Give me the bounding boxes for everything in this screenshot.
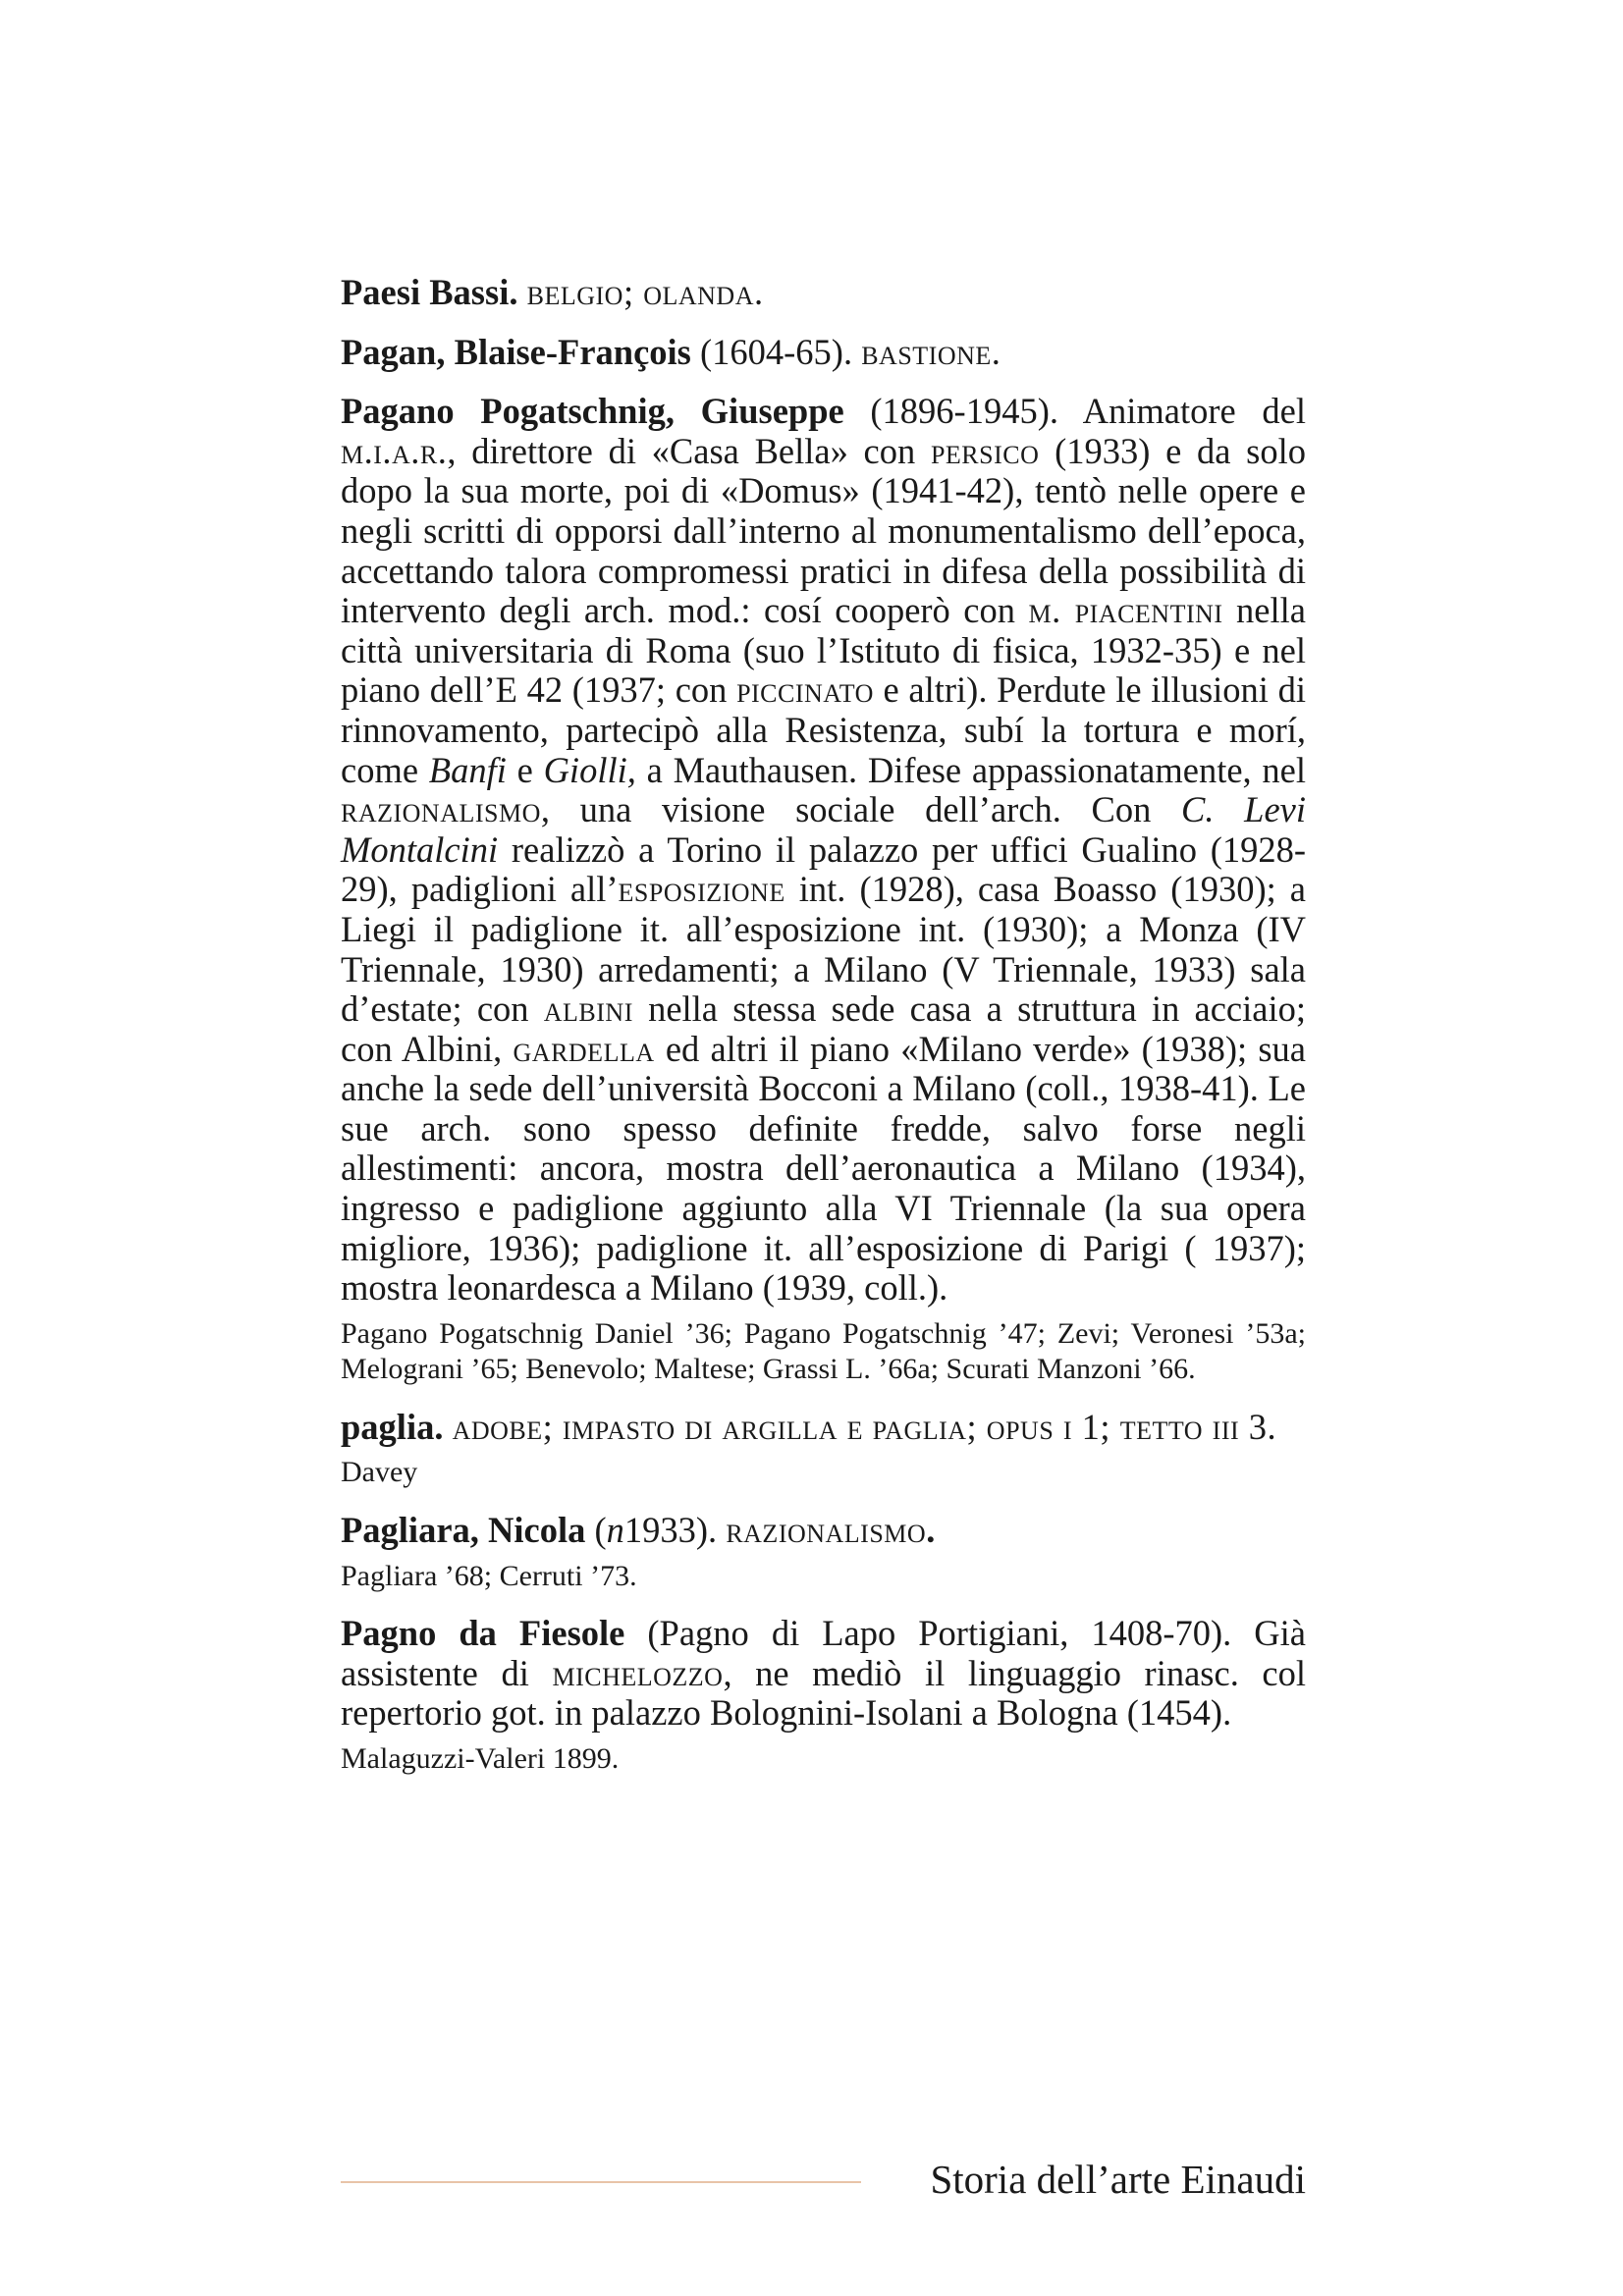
entry-pagan <box>341 333 1306 373</box>
entry-paglia <box>341 1408 1306 1491</box>
cross-reference: m.i.a.r. <box>341 430 448 471</box>
bibliography: Pagliara ’68; Cerruti ’73. <box>341 1559 637 1592</box>
cross-reference: razionalismo <box>341 789 541 830</box>
italic-name: C. Levi Montalcini <box>341 789 1307 870</box>
entry-headword: Pagliara, Nicola <box>341 1509 586 1550</box>
cross-reference: bastione. <box>861 331 1001 372</box>
entry-body: Pagan, Blaise-François (1604-65). bastione. <box>341 331 1001 372</box>
bibliography: Malaguzzi-Valeri 1899. <box>341 1741 620 1775</box>
italic-abbrev: n <box>606 1509 624 1550</box>
cross-reference: piccinato <box>736 669 874 711</box>
bibliography: Davey <box>341 1456 418 1489</box>
footer-publisher: Storia dell’arte Einaudi <box>930 2157 1306 2202</box>
entry-body: Pagno da Fiesole (Pagno di Lapo Portigiani, 1408-70). Già assistente di michelozzo, ne mediò il linguaggio rinasc. col repertorio got. in palazzo Bolognini-Isolani a Bologna (1454). <box>341 1613 1307 1734</box>
entry-headword: Pagano Pogatschnig, Giuseppe <box>341 391 844 432</box>
entry-headword: paglia. <box>341 1406 444 1447</box>
dictionary-page <box>341 273 1306 1796</box>
entry-headword: Paesi Bassi. <box>341 272 518 312</box>
entry-headword: Pagan, Blaise-François <box>341 331 691 372</box>
entry-pagno-da-fiesole <box>341 1614 1306 1777</box>
entry-body <box>341 1408 1306 1448</box>
entry-body <box>341 273 1306 313</box>
italic-name: Banfi <box>428 749 507 790</box>
cross-reference: adobe; impasto di argilla e paglia; opus i 1; tetto iii 3. <box>452 1406 1277 1447</box>
entry-paesi-bassi <box>341 273 1306 313</box>
cross-reference: persico <box>930 430 1040 471</box>
footer-rule <box>341 2181 861 2183</box>
cross-reference: esposizione <box>618 869 785 910</box>
cross-reference: michelozzo <box>552 1652 724 1693</box>
italic-name: Giolli, <box>543 749 636 790</box>
cross-reference: razionalismo <box>726 1509 927 1550</box>
cross-reference: belgio; olanda. <box>526 272 764 312</box>
cross-reference: m. piacentini <box>1028 590 1223 631</box>
bibliography: Pagano Pogatschnig Daniel ’36; Pagano Pogatschnig ’47; Zevi; Veronesi ’53a; Melograni ’65; Benevolo; Maltese; Grassi L. ’66a; Scurati Manzoni ’66. <box>341 1316 1306 1386</box>
entry-body: Pagliara, Nicola (n1933). razionalismo. <box>341 1509 936 1550</box>
entry-body: Pagano Pogatschnig, Giuseppe (1896-1945). Animatore del m.i.a.r., direttore di «Casa Bella» con persico (1933) e da solo dopo la sua morte, poi di «Domus» (1941-42), tentò nelle opere e negli scritti di opporsi dall’interno al monumentalismo dell’epoca, accettando talora compromessi pratici in difesa della possibilità di intervento degli arch. mod.: cosí cooperò con m. piacentini nella città universitaria di Roma (suo l’Istituto di fisica, 1932-35) e nel piano dell’E 42 (1937; con piccinato e altri). Perdute le illusioni di rinnovamento, partecipò alla Resistenza, subí la tortura e morí, come Banfi e Giolli, a Mauthausen. Difese appassionatamente, nel razionalismo, una visione sociale dell’arch. Con C. Levi Montalcini realizzò a Torino il palazzo per uffici Gualino (1928-29), padiglioni all’esposizione int. (1928), casa Boasso (1930); a Liegi il padiglione it. all’esposizione int. (1930); a Monza (IV Triennale, 1930) arredamenti; a Milano (V Triennale, 1933) sala d’estate; con albini nella stessa sede casa a struttura in acciaio; con Albini, gardella ed altri il piano «Milano verde» (1938); sua anche la sede dell’università Bocconi a Milano (coll., 1938-41). Le sue arch. sono spesso definite fredde, salvo forse negli allestimenti: ancora, mostra dell’aeronautica a Milano (1934), ingresso e padiglione aggiunto alla VI Triennale (la sua opera migliore, 1936); padiglione it. all’esposizione di Parigi ( 1937); mostra leonardesca a Milano (1939, coll.). <box>341 391 1307 1308</box>
entry-pagano-pogatschnig <box>341 392 1306 1388</box>
cross-reference: gardella <box>513 1028 655 1069</box>
entry-headword: Pagno da Fiesole <box>341 1613 625 1654</box>
entry-pagliara <box>341 1511 1306 1594</box>
cross-reference: albini <box>543 988 633 1030</box>
